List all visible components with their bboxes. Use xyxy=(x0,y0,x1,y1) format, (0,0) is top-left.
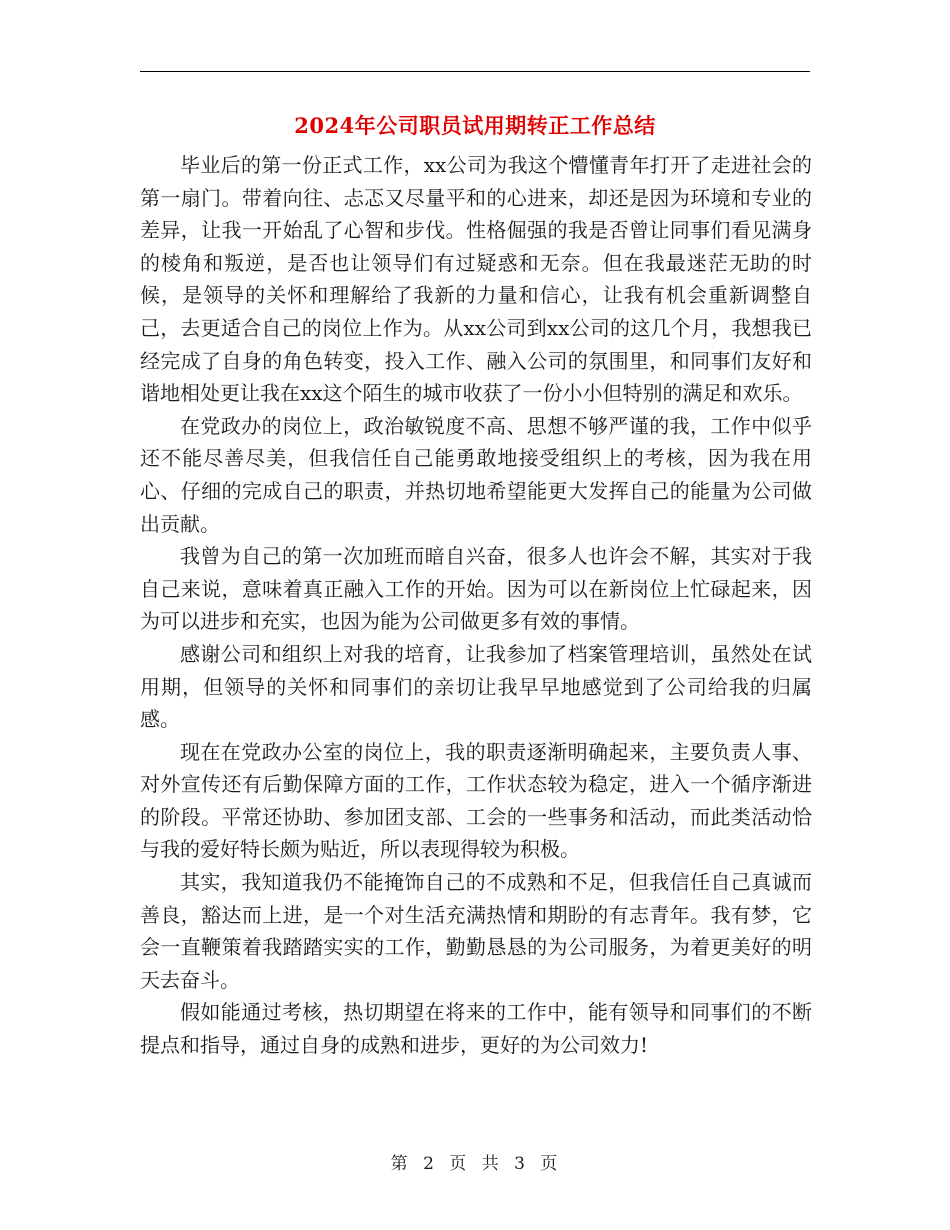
header-rule xyxy=(140,71,810,72)
page-number-footer: 第 2 页 共 3 页 xyxy=(390,1154,560,1174)
paragraph-2: 在党政办的岗位上，政治敏锐度不高、思想不够严谨的我，工作中似乎还不能尽善尽美，但我信任自己能勇敢地接受组织上的考核，因为我在用心、仔细的完成自己的职责，并热切地希望能更大发挥自己的能量为公司做出贡献。 xyxy=(140,413,812,536)
paragraph-6: 其实，我知道我仍不能掩饰自己的不成熟和不足，但我信任自己真诚而善良，豁达而上进，是一个对生活充满热情和期盼的有志青年。我有梦，它会一直鞭策着我踏踏实实的工作，勤勤恳恳的为公司服务，为着更美好的明天去奋斗。 xyxy=(140,870,812,992)
document-title: 2024年公司职员试用期转正工作总结 xyxy=(294,113,656,138)
paragraph-4: 感谢公司和组织上对我的培育，让我参加了档案管理培训，虽然处在试用期，但领导的关怀和同事们的亲切让我早早地感觉到了公司给我的归属感。 xyxy=(140,641,812,732)
document-body xyxy=(140,149,812,1062)
paragraph-1: 毕业后的第一份正式工作，xx公司为我这个懵懂青年打开了走进社会的第一扇门。带着向往、忐忑又尽量平和的心进来，却还是因为环境和专业的差异，让我一开始乱了心智和步伐。性格倔强的我是否曾让同事们看见满身的棱角和叛逆，是否也让领导们有过疑惑和无奈。但在我最迷茫无助的时候，是领导的关怀和理解给了我新的力量和信心，让我有机会重新调整自己，去更适合自己的岗位上作为。从xx公司到xx公司的这几个月，我想我已经完成了自身的角色转变，投入工作、融入公司的氛围里，和同事们友好和谐地相处更让我在xx这个陌生的城市收获了一份小小但特别的满足和欢乐。 xyxy=(140,153,812,406)
paragraph-7: 假如能通过考核，热切期望在将来的工作中，能有领导和同事们的不断提点和指导，通过自身的成熟和进步，更好的为公司效力! xyxy=(140,1000,812,1058)
paragraph-3: 我曾为自己的第一次加班而暗自兴奋，很多人也许会不解，其实对于我自己来说，意味着真正融入工作的开始。因为可以在新岗位上忙碌起来，因为可以进步和充实，也因为能为公司做更多有效的事情。 xyxy=(140,544,812,634)
paragraph-5: 现在在党政办公室的岗位上，我的职责逐渐明确起来，主要负责人事、对外宣传还有后勤保障方面的工作，工作状态较为稳定，进入一个循序渐进的阶段。平常还协助、参加团支部、工会的一些事务和活动，而此类活动恰与我的爱好特长颇为贴近，所以表现得较为积极。 xyxy=(140,739,812,862)
